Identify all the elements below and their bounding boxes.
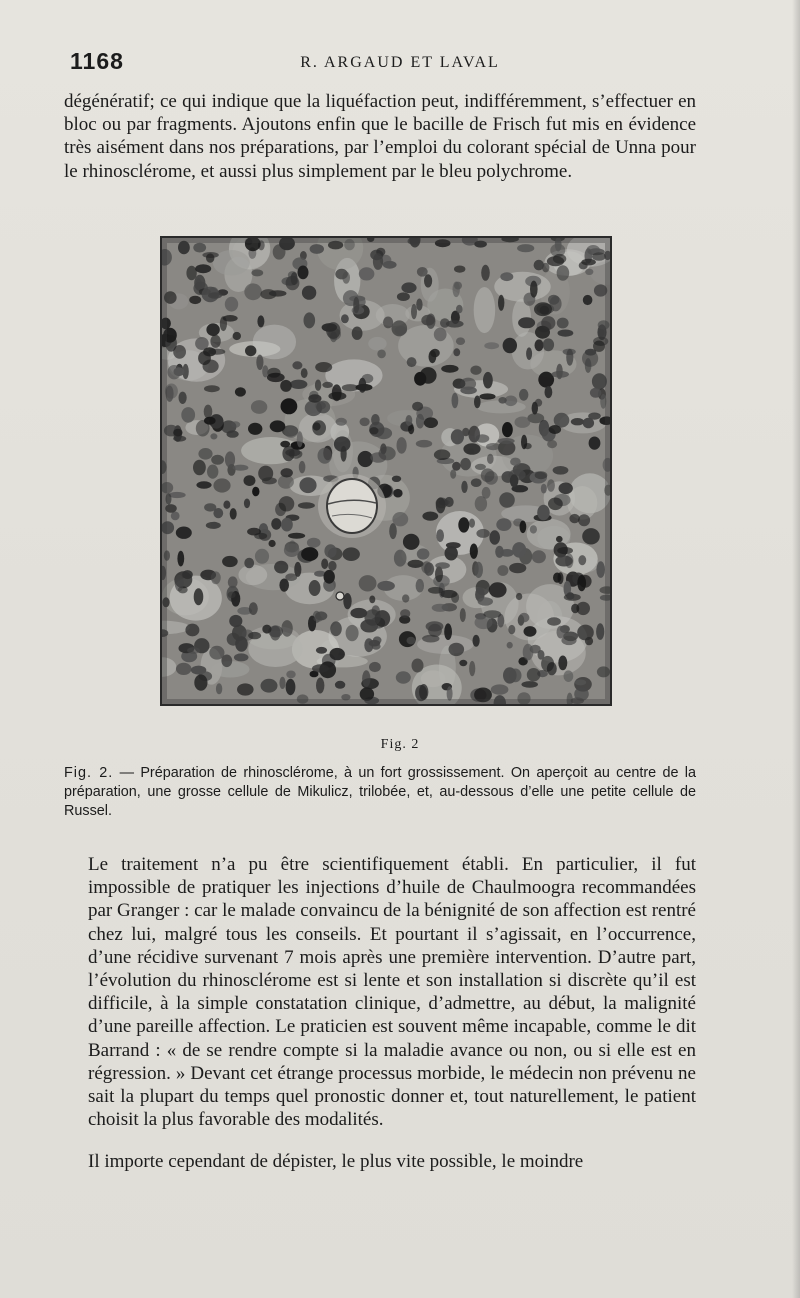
micrograph-image xyxy=(162,238,610,704)
figure-caption-prefix: Fig. 2. xyxy=(64,765,114,781)
paragraph-last xyxy=(64,1150,696,1173)
page-number: 1168 xyxy=(70,48,124,74)
running-head xyxy=(0,44,800,78)
paragraph-top: dégénératif; ce qui indique que la liquéfaction peut, indifféremment, s’effectuer en bloc ou par fragments. Ajoutons enfin que le bacille de Frisch fut mis en évidence très aisément dans nos préparations, par l’emploi du colorant spécial de Unna pour le rhinosclérome, et aussi plus simplement par le bleu polychrome. xyxy=(64,91,696,182)
paragraph-bottom-text: Le traitement n’a pu être scientifiquement établi. En particulier, il fut impossible de pratiquer les injections d’huile de Chaulmoogra recommandées par Granger : car le malade convaincu de la bénignité de son affection est rentré chez lui, malgré tous les conseils. Et pourtant il s’agissait, en l’occurrence, d’une récidive survenant 7 mois après une première intervention. D’autre part, l’évolution du rhinosclérome est si lente et son installation si discrète qu’il est difficile, à la simple constatation clinique, d’admettre, au début, la malignité d’une pareille affection. Le praticien est souvent même incapable, comme le dit Barrand : « de se rendre compte si la maladie avance ou non, ou si elle est en régression. » Devant cet étrange processus morbide, le médecin non prévenu ne sait la plupart du temps quel pronostic donner et, tout naturellement, le patient choisit la plus favorable des modalités. xyxy=(88,854,696,1131)
running-head-authors: R. ARGAUD ET LAVAL xyxy=(300,54,500,71)
paragraph-bottom xyxy=(64,853,696,1131)
figure-caption xyxy=(64,764,696,821)
page-edge-shadow xyxy=(792,0,800,1298)
figure-caption-text: — Préparation de rhinosclérome, à un fort grossissement. On aperçoit au centre de la préparation, une grosse cellule de Mikulicz, trilobée, et, au-dessous d’elle une petite cellule de Russel. xyxy=(64,765,696,819)
figure-label: Fig. 2 xyxy=(380,737,420,752)
micrograph-figure xyxy=(160,236,612,706)
paragraph-last-text: Il importe cependant de dépister, le plus vite possible, le moindre xyxy=(88,1151,584,1172)
